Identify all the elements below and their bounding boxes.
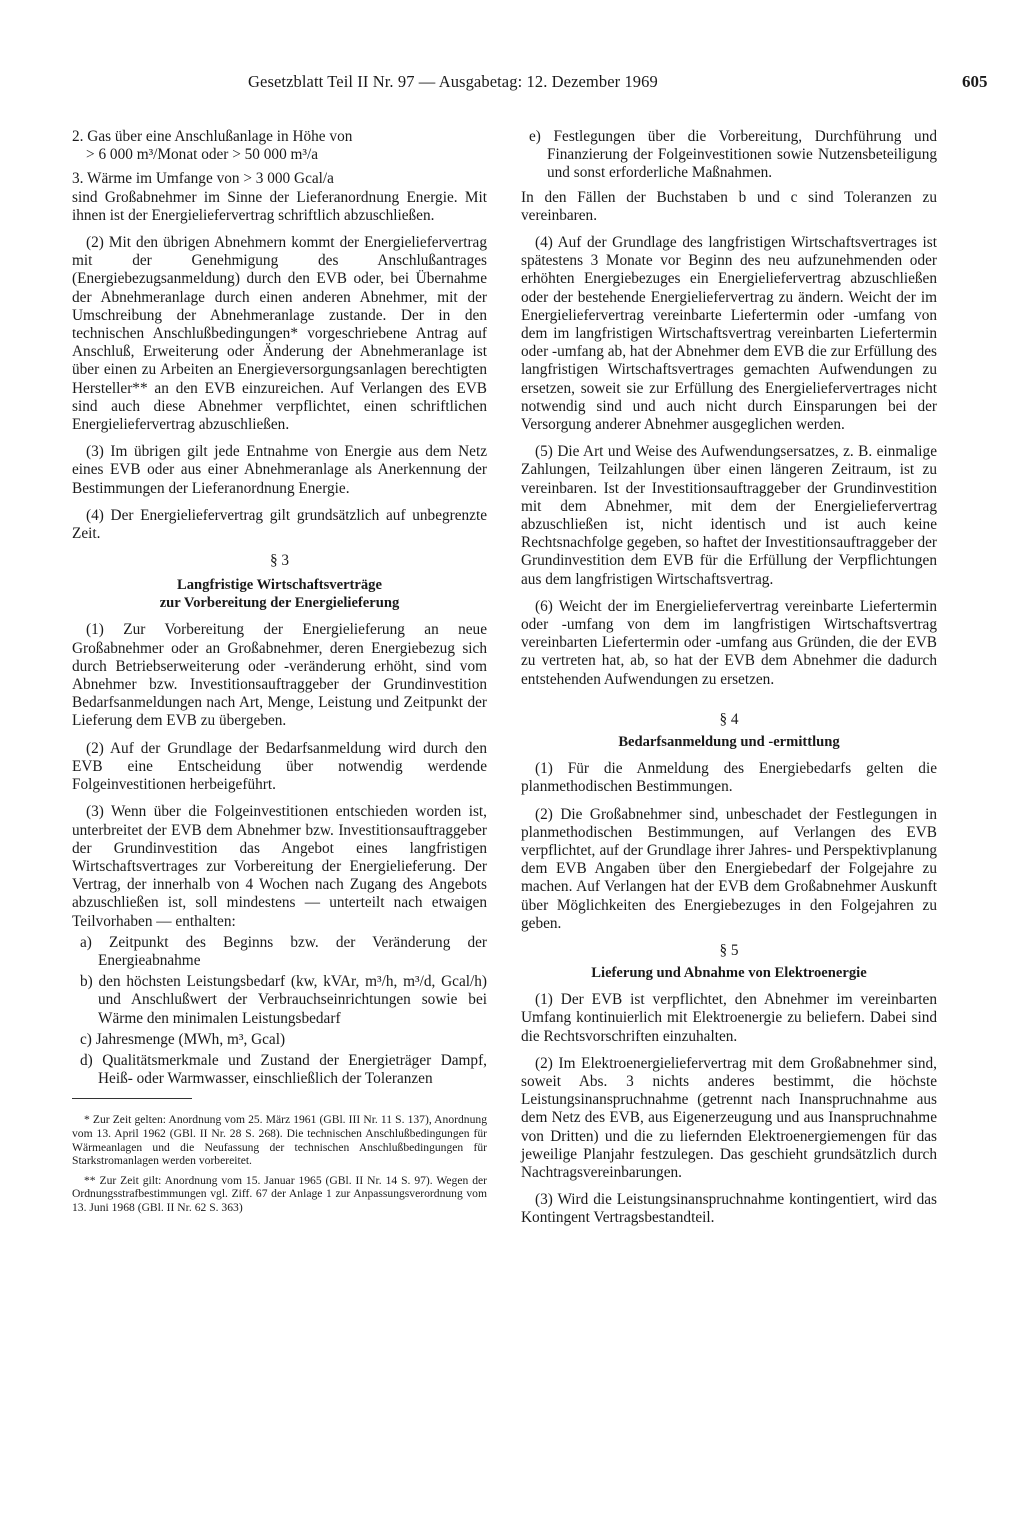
list-item-waerme: 3. Wärme im Umfange von > 3 000 Gcal/a bbox=[72, 170, 334, 188]
running-header: Gesetzblatt Teil II Nr. 97 — Ausgabetag: 12. Dezember 1969 bbox=[248, 72, 658, 91]
section-4-paragraph-1: (1) Für die Anmeldung des Energiebedarfs gelten die planmethodischen Bestimmungen. bbox=[521, 760, 937, 796]
list-item-gas-values: > 6 000 m³/Monat oder > 50 000 m³/a bbox=[86, 146, 319, 164]
section-4-title: Bedarfsanmeldung und -ermittlung bbox=[618, 734, 840, 751]
section-5-paragraph-3: (3) Wird die Leistungsinanspruchnahme kontingentiert, wird das Kontingent Vertragsbestandteil. bbox=[521, 1191, 937, 1227]
list-item-d: d) Qualitätsmerkmale und Zustand der Energieträger Dampf, Heiß- oder Warmwasser, einschließlich der Toleranzen bbox=[80, 1051, 487, 1088]
section-4-paragraph-2: (2) Die Großabnehmer sind, unbeschadet der Festlegungen in planmethodischen Bestimmungen, auf Verlangen des EVB verpflichtet, auf der Grundlage ihrer Jahres- und Perspektivplanung dem EVB Angaben über den Energiebedarf der Folgejahre zu machen. Auf Verlangen hat der EVB dem Großabnehmer Auskunft über Möglichkeiten des Energiebezuges in den Folgejahren zu geben. bbox=[521, 805, 937, 932]
right-column bbox=[521, 128, 937, 1228]
section-4-label: § 4 bbox=[719, 710, 739, 728]
list-item-c: c) Jahresmenge (MWh, m³, Gcal) bbox=[80, 1030, 286, 1048]
left-column bbox=[72, 128, 487, 1215]
section-5-paragraph-2: (2) Im Elektroenergieliefervertrag mit dem Großabnehmer sind, soweit Abs. 3 nichts anderes bestimmt, die höchste Leistungsinanspruchnahme (getrennt nach Inanspruchnahme aus dem Netz des EVB, aus Eigenerzeugung und aus Inanspruchnahme von Dritten) und die zu liefernden Elektroenergiemengen für das jeweilige Planjahr festzulegen. Das geschieht grundsätzlich durch Nachtragsvereinbarungen. bbox=[521, 1054, 937, 1181]
list-item-e: e) Festlegungen über die Vorbereitung, Durchführung und Finanzierung der Folgeinvestitionen sowie Nutzensbeteiligung und sonst erforderliche Maßnahmen. bbox=[529, 128, 937, 182]
section-3-paragraph-3: (3) Wenn über die Folgeinvestitionen entschieden worden ist, unterbreitet der EVB dem Abnehmer bzw. Investitionsauftraggeber der Grundinvestition das Angebot eines langfristigen Wirtschaftsvertrages zur Vorbereitung der Energielieferung. Der Vertrag, der innerhalb von 4 Wochen nach Zugang des Angebots abzuschließen ist, soll mindestens — unterteilt nach etwaigen Teilvorhaben — enthalten: bbox=[72, 803, 487, 930]
list-item-b: b) den höchsten Leistungsbedarf (kw, kVAr, m³/h, m³/d, Gcal/h) und Anschlußwert der Verbrauchseinrichtungen sowie bei Wärme den minimalen Leistungsbedarf bbox=[80, 973, 487, 1027]
section-5-paragraph-1: (1) Der EVB ist verpflichtet, den Abnehmer im vereinbarten Umfang kontinuierlich mit Elektroenergie zu beliefern. Dabei sind die Rechtsvorschriften einzuhalten. bbox=[521, 991, 937, 1045]
paragraph-grossabnehmer: sind Großabnehmer im Sinne der Lieferanordnung Energie. Mit ihnen ist der Energieliefervertrag schriftlich abzuschließen. bbox=[72, 188, 487, 224]
section-3-label: § 3 bbox=[269, 552, 290, 570]
footnote-divider bbox=[72, 1098, 192, 1099]
list-item-gas: 2. Gas über eine Anschlußanlage in Höhe von bbox=[72, 128, 353, 145]
section-3-paragraph-1: (1) Zur Vorbereitung der Energielieferung an neue Großabnehmer oder an Großabnehmer, deren Energiebezug sich durch Betriebserweiterung oder -veränderung erhöht, sind vom Abnehmer bzw. Investitionsauftraggeber der Grundinvestition Bedarfsanmeldungen nach Art, Menge, Leistung und Zeitpunkt der Lieferung dem EVB zu übergeben. bbox=[72, 621, 487, 730]
section-3-paragraph-6: (6) Weicht der im Energieliefervertrag vereinbarte Liefertermin oder -umfang von dem im langfristigen Wirtschaftsvertrag vereinbarten Liefertermin oder -umfang aus Gründen, die der EVB zu vertreten hat, ab, so hat der EVB dem Abnehmer die dadurch entstehenden Aufwendungen zu ersetzen. bbox=[521, 597, 937, 688]
footnotes bbox=[72, 1113, 487, 1214]
section-3-paragraph-2: (2) Auf der Grundlage der Bedarfsanmeldung wird durch den EVB eine Entscheidung über notwendig werdende Folgeinvestitionen herbeigeführt. bbox=[72, 739, 487, 794]
paragraph-4: (4) Der Energieliefervertrag gilt grundsätzlich auf unbegrenzte Zeit. bbox=[72, 506, 487, 543]
paragraph-toleranzen: In den Fällen der Buchstaben b und c sind Toleranzen zu vereinbaren. bbox=[521, 188, 937, 224]
section-3-paragraph-5: (5) Die Art und Weise des Aufwendungsersatzes, z. B. einmalige Zahlungen, Teilzahlungen über einen längeren Zeitraum, ist zu vereinbaren. Ist der Investitionsauftraggeber der Grundinvestition mit dem Abnehmer, mit dem der Energieliefervertrag abzuschließen ist, nicht identisch und ist auch keine Rechtsnachfolge gegeben, so haftet der Investitionsauftraggeber der Grundinvestition dem EVB für die Erfüllung der Verpflichtungen aus dem langfristigen Wirtschaftsvertrag. bbox=[521, 443, 937, 588]
section-3-title-line1: Langfristige Wirtschaftsverträge bbox=[177, 577, 382, 594]
section-3-paragraph-4: (4) Auf der Grundlage des langfristigen Wirtschaftsvertrages ist spätestens 3 Monate vor Beginn des neu aufzunehmenden oder erhöhten Energiebezuges ein Energieliefervertrag abzuschließen oder der bestehende Energieliefervertrag zu ändern. Weicht der im Energieliefervertrag vereinbarte Liefertermin oder -umfang von dem im langfristigen Wirtschaftsvertrag vereinbarten Liefertermin oder -umfang ab, hat der Abnehmer dem EVB die zur Erfüllung des langfristigen Wirtschaftsvertrages gemachten Aufwendungen zu ersetzen, soweit sie zur Erfüllung des Energieliefervertrages nicht notwendig sind und auch nicht durch Einsparungen bei der Versorgung anderer Abnehmer ausgeglichen werden. bbox=[521, 234, 937, 434]
list-item-a: a) Zeitpunkt des Beginns bzw. der Veränderung der Energieabnahme bbox=[80, 933, 487, 969]
footnote-1: * Zur Zeit gelten: Anordnung vom 25. März 1961 (GBl. III Nr. 11 S. 137), Anordnung vom 13. April 1962 (GBl. II Nr. 28 S. 268). Die technischen Anschlußbedingungen für Wärmeanlagen und die Neufassung der technischen Anschlußbedingungen für Starkstromanlagen werden vorbereitet. bbox=[72, 1113, 487, 1168]
footnote-2: ** Zur Zeit gilt: Anordnung vom 15. Januar 1965 (GBl. II Nr. 14 S. 97). Wegen der Ordnungsstrafbestimmungen vgl. Ziff. 67 der Anlage 1 zur Anpassungsverordnung vom 13. Juni 1968 (GBl. II Nr. 62 S. 363) bbox=[72, 1173, 487, 1214]
section-5-label: § 5 bbox=[719, 941, 739, 959]
section-3-title-line2: zur Vorbereitung der Energielieferung bbox=[159, 595, 400, 612]
paragraph-2: (2) Mit den übrigen Abnehmern kommt der Energieliefervertrag mit der Genehmigung des Anschlußantrages (Energiebezugsanmeldung) durch den EVB oder, bei Übernahme der Abnehmeranlage durch einen anderen Abnehmer, mit der Umschreibung der Abnehmeranlage zustande. Der in den technischen Anschlußbedingungen* vorgeschriebene Antrag auf Anschluß, Erweiterung oder Änderung der Abnehmeranlage ist über einen zu Arbeiten an Energieversorgungsanlagen berechtigten Hersteller** an den EVB einzureichen. Auf Verlangen des EVB sind auch diese Abnehmer verpflichtet, einen schriftlichen Energieliefervertrag abzuschließen. bbox=[72, 234, 487, 434]
section-5-title: Lieferung und Abnahme von Elektroenergie bbox=[591, 965, 867, 982]
page-number: 605 bbox=[962, 72, 988, 91]
paragraph-3: (3) Im übrigen gilt jede Entnahme von Energie aus dem Netz eines EVB oder aus einer Abnehmeranlage als Anerkennung der Bestimmungen der Lieferanordnung Energie. bbox=[72, 443, 487, 497]
